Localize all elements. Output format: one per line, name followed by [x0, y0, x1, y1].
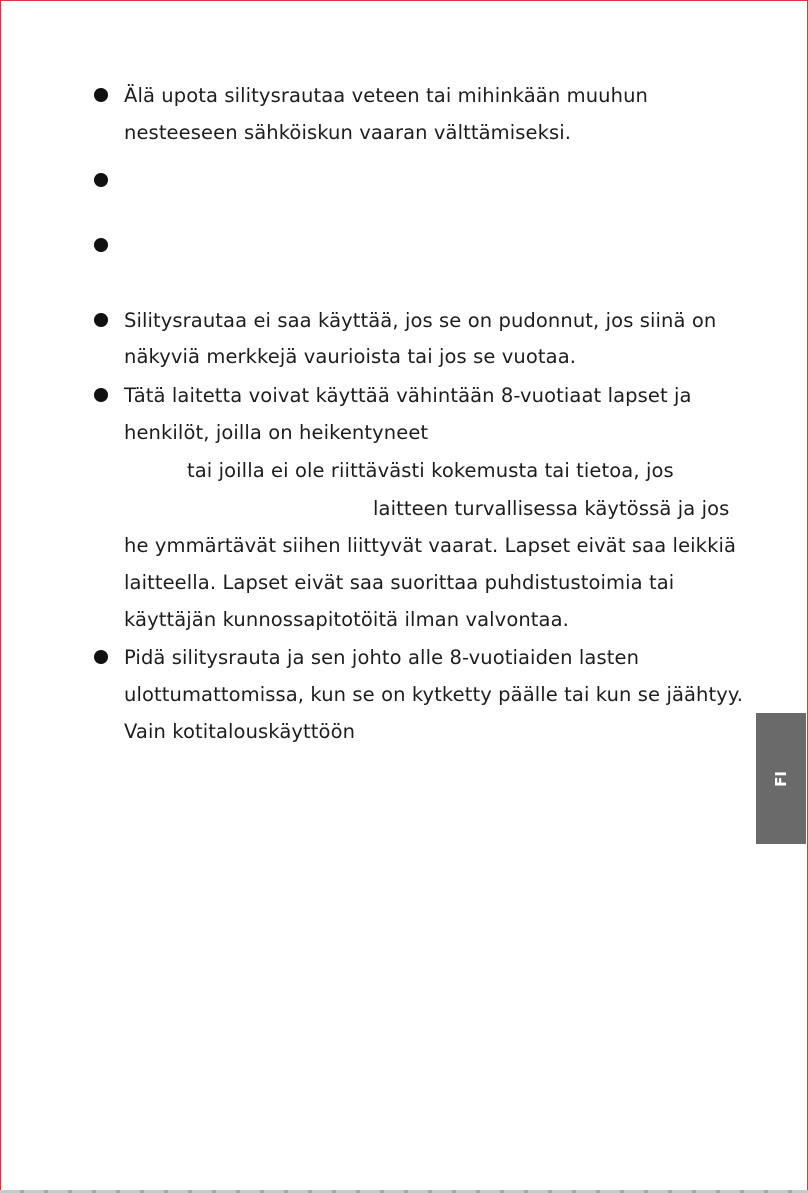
text-line: Silitysrautaa ei saa käyttää, jos se on pudonnut, jos siinä on [124, 309, 717, 332]
bullet-icon [94, 388, 108, 402]
text-line: henkilöt, joilla on heikentyneet [124, 421, 429, 444]
text-line: laitteella. Lapset eivät saa suorittaa puhdistustoimia tai [124, 571, 675, 594]
text-line: Tätä laitetta voivat käyttää vähintään 8-vuotiaat lapset ja [124, 384, 692, 407]
bullet-icon [94, 313, 108, 327]
bullet-icon [94, 650, 108, 664]
bullet-icon [94, 238, 108, 252]
language-tab [756, 713, 806, 844]
language-tab-label: FI [772, 770, 790, 787]
text-line: he ymmärtävät siihen liittyvät vaarat. Lapset eivät saa leikkiä [124, 534, 737, 557]
text-line: Älä upota silitysrautaa veteen tai mihinkään muuhun [124, 84, 648, 107]
text-line: tai joilla ei ole riittävästi kokemusta tai tietoa, jos [187, 459, 674, 482]
text-line: näkyviä merkkejä vaurioista tai jos se vuotaa. [124, 345, 577, 368]
text-line: Vain kotitalouskäyttöön [124, 720, 356, 743]
text-line: ulottumattomissa, kun se on kytketty päälle tai kun se jäähtyy. [124, 683, 744, 706]
bullet-icon [94, 173, 108, 187]
text-line: Pidä silitysrauta ja sen johto alle 8-vuotiaiden lasten [124, 646, 640, 669]
text-line: laitteen turvallisessa käytössä ja jos [373, 497, 730, 520]
text-line: nesteeseen sähköiskun vaaran välttämiseksi. [124, 121, 572, 144]
text-line: käyttäjän kunnossapitotöitä ilman valvontaa. [124, 608, 569, 631]
bullet-icon [94, 88, 108, 102]
